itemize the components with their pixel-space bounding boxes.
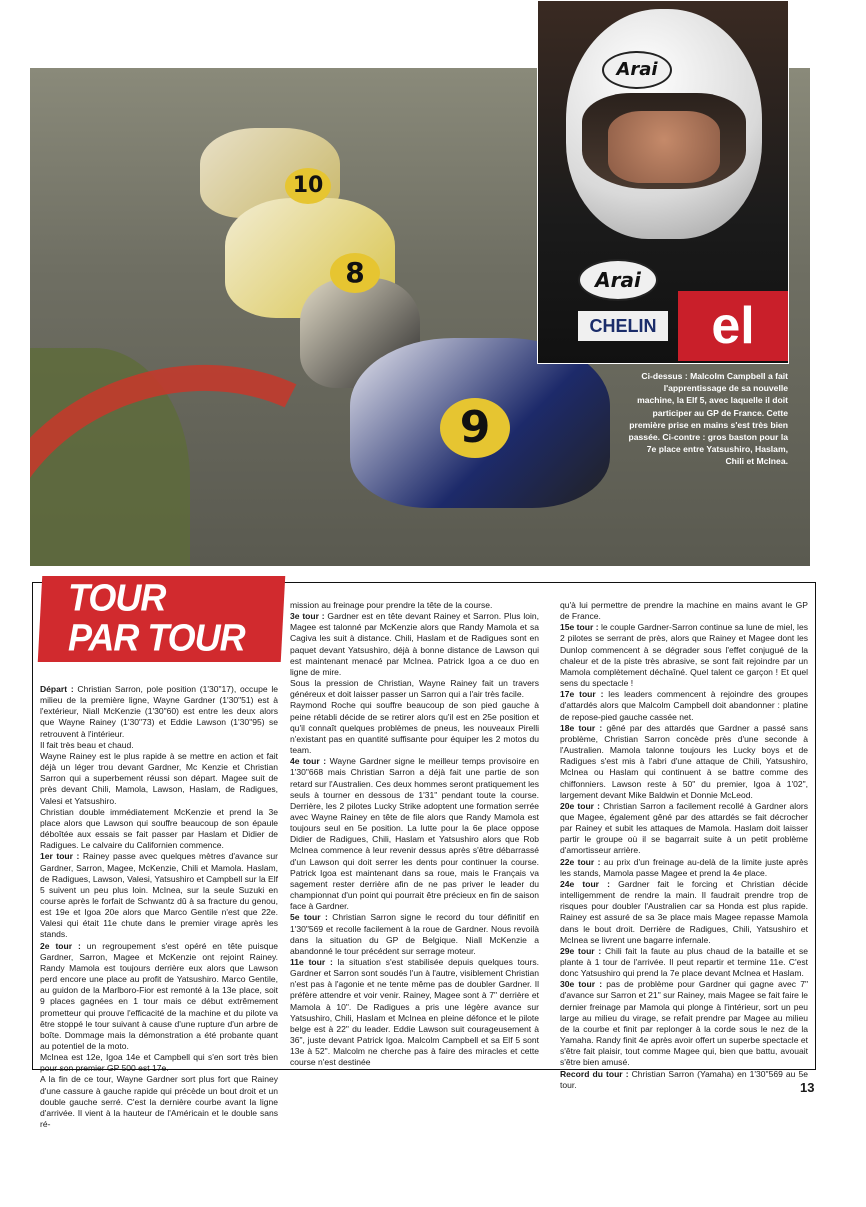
sponsor-red-patch: el xyxy=(678,291,788,361)
paragraph xyxy=(560,879,808,946)
paragraph-text: un regroupement s'est opéré en tête puisque Gardner, Sarron, Magee et McKenzie ont rejoint Rainey. Randy Mamola est toujours derrière eux alors que Lawson perd encore une place au profit de Yatsushiro. Marco Gentile, au guidon de la Marlboro-Fior est remonté à la 13e place, soit 9 places gagnées en 1 tour mais ce début extrêmement prometteur qui prouve l'efficacité de la machine et du pilote va être stoppé le tour suivant à cause d'une rupture d'un arbre de boîte. Dommage mais la démonstration a été probante quant au potentiel de la moto. xyxy=(40,940,278,1051)
paragraph-lead: 5e tour : xyxy=(290,912,328,923)
paragraph xyxy=(290,912,539,957)
bike-number-10: 10 xyxy=(285,168,331,204)
paragraph xyxy=(560,979,808,1068)
paragraph xyxy=(290,700,539,756)
paragraph-lead: 1er tour : xyxy=(40,851,80,862)
paragraph xyxy=(40,807,278,852)
helmet-brand-logo: Arai xyxy=(602,51,672,89)
column-2 xyxy=(290,600,539,1069)
title-line-1: TOUR xyxy=(68,576,166,620)
paragraph xyxy=(560,1069,808,1091)
paragraph-lead: 18e tour : xyxy=(560,722,603,733)
paragraph-lead: 3e tour : xyxy=(290,611,325,622)
page-number: 13 xyxy=(800,1080,815,1095)
paragraph-text: McInea est 12e, Igoa 14e et Campbell qui s'en sort très bien pour son premier GP 500 est 17e. xyxy=(40,1052,278,1074)
paragraph xyxy=(290,678,539,700)
paragraph-lead: 30e tour : xyxy=(560,979,603,990)
paragraph-text: Christian Sarron, pole position (1'30"17), occupe le milieu de la première ligne, Wayne Gardner (1'30"51) est à l'extérieur, Niall McKenzie (1'30"60) est entre les deux alors que Wayne Rainey (1'30"73) et Eddie Lawson (1'30"95) se retrouvent à l'intérieur. xyxy=(40,684,278,739)
paragraph xyxy=(290,600,539,611)
paragraph xyxy=(560,723,808,801)
paragraph-text: pas de problème pour Gardner qui gagne avec 7" d'avance sur Sarron et 21" sur Rainey, mais Magee se fait faire le dernier freinage par Mamola qui plonge à l'intérieur, sort un peu large au milieu du virage, se refait prendre par Magee au milieu de la courbe et finit par replonger à la corde sous le nez de la Yamaha. Randy finit 4e après avoir offert un superbe spectacle et s'être fait plaisir, tout comme Magee qui, bien que battu, avouait s'être bien amusé. xyxy=(560,979,808,1068)
paragraph-text: la situation s'est stabilisée depuis quelques tours. Gardner et Sarron sont soudés l'un à l'autre, visiblement Christian n'est pas à l'agonie et ne tente même pas de doubler Gardner. Il préfère attendre et voir venir. Rainey, Magee sont à 7" derrière et Mamola à 10". De Radigues a pris une légère avance sur Yatsushiro, Chili, Haslam et McInea en pleine défonce et le pilote belge est à 22" du leader. Eddie Lawson suit courageusement à 36", juste devant Patrick Igoa. Malcolm Campbell et sa Elf 5 sont 13e à 52". Malcolm ne cherche pas à faire des miracles et cette course n'est destinée xyxy=(290,957,539,1068)
paragraph-text: le couple Gardner-Sarron continue sa lune de miel, les 2 pilotes se serrant de près, alors que Rainey et Magee dont les Dunlop commencent à se dégrader sous l'effet conjugué de la chaleur et de la piste très abrasive, se sont fait rejoindre par un Mamola complètement déchaîné. Quel talent ce garçon ! Et quel sens du spectacle ! xyxy=(560,622,808,689)
paragraph-text: A la fin de ce tour, Wayne Gardner sort plus fort que Rainey d'une cassure à gauche rapide qui précède un bout droit et un double gauche serré. C'est la dernière courbe avant la ligne d'arrivée. Il vient à la hauteur de l'Américain et le double sans ré- xyxy=(40,1074,278,1130)
bike-number-9: 9 xyxy=(440,398,510,458)
paragraph-text: Christian double immédiatement McKenzie et prend la 3e place alors que Lawson qui souffre beaucoup de son épaule déboîtée aux essais se fait passer par Haslam et Didier de Radigues. Le calvaire du Californien commence. xyxy=(40,806,278,851)
paragraph-text: Raymond Roche qui souffre beaucoup de son pied gauche à peine rétabli décide de se retirer alors qu'il est en 25e position et qu'il connaît quelques problèmes de pneus, les nouveaux Pirelli n'existant pas en quantité suffisante pour équiper les 2 motos du team. xyxy=(290,700,539,756)
paragraph xyxy=(40,941,278,1053)
paragraph-text: Wayne Gardner signe le meilleur temps provisoire en 1'30"668 mais Christian Sarron a déjà fait une partie de son retard sur l'Australien. Ces deux hommes seront pratiquement les seuls à tourner en dessous de 1'31" pendant toute la course. Derrière, les 2 pilotes Lucky Strike adoptent une formation serrée avec Wayne Rainey en tête de file alors que Randy Mamola est toujours seul en 5e position. La lutte pour la 6e place oppose Didier de Radigues, Chili, Haslam et Yatsushiro alors que Rob McInea commence à leur revenir dessus après s'être débarrassé d'un Lawson qui doit serrer les dents pour continuer la course. Patrick Igoa est maintenant dans sa roue, mais le Français va sagement rester derrière afin de ne pas priver le leader du championnat d'un point qui pourrait être précieux en fin de saison face à Gardner. xyxy=(290,756,539,912)
column-3 xyxy=(560,600,808,1091)
paragraph-text: Christian Sarron a facilement recollé à Gardner alors que Magee, également gêné par des attardés se fait décrocher par Rainey et subit les attaques de Mamola. Haslam doit laisser partir le groupe où il se bagarrait suite à un petit problème d'amortisseur arrière. xyxy=(560,800,808,856)
photo-caption: Ci-dessus : Malcolm Campbell a fait l'apprentissage de sa nouvelle machine, la Elf 5, avec laquelle il doit participer au GP de France. Cette première prise en mains s'est très bien passée. Ci-contre : gros baston pour la 7e place entre Yatsushiro, Haslam, Chili et McInea. xyxy=(628,371,788,467)
paragraph-lead: Départ : xyxy=(40,684,74,694)
paragraph xyxy=(290,957,539,1069)
article-title xyxy=(68,578,278,658)
paragraph-text: les leaders commencent à rejoindre des groupes d'attardés alors que Malcolm Campbell doit abandonner : platine de repose-pied gauche cassée net. xyxy=(560,689,808,722)
paragraph-text: gêné par des attardés que Gardner a passé sans problème, Christian Sarron concède près d'une seconde à l'Australien. Mamola talonne toujours les Lucky boys et de Radigues s'est mis à l'abri d'une attaque de Chili, Yatsushiro, McInea ou Haslam qui continuent à se battre comme des chiffonniers. Lawson reste à 50" du premier, Igoa à 1'02", largement devant Mike Baldwin et Donnie McLeod. xyxy=(560,722,808,800)
paragraph xyxy=(560,801,808,857)
paragraph-lead: 29e tour : xyxy=(560,945,602,956)
paragraph xyxy=(40,1074,278,1130)
sponsor-patch: CHELIN xyxy=(578,311,668,341)
paragraph-lead: Record du tour : xyxy=(560,1068,629,1079)
paragraph-text: Rainey passe avec quelques mètres d'avance sur Gardner, Sarron, Magee, McKenzie, Chili et Mamola. Haslam, de Radigues, Lawson, Valesi, Yatsushiro et Campbell sur la Elf 5 suivent un peu plus loin. McInea, sur la seule Suzuki en course après le forfait de Schwantz dû à sa fracture du genou, est 19e et Igoa 20e alors que Marco Gentile n'est que 22e. Valesi qui était 11e chute dans le premier virage après les stands. xyxy=(40,851,278,940)
paragraph-text: Sous la pression de Christian, Wayne Rainey fait un travers généreux et doit laisser passer un Sarron qui a l'air très facile. xyxy=(290,678,539,700)
paragraph-text: Christian Sarron signe le record du tour définitif en 1'30"569 et recolle facilement à la roue de Gardner. Nous revoilà dans la situation du GP de Belgique. Niall McKenzie a abandonné le tour précédent sur serrage moteur. xyxy=(290,912,539,956)
paragraph xyxy=(560,857,808,879)
paragraph-lead: 20e tour : xyxy=(560,800,600,811)
paragraph-text: Chili fait la faute au plus chaud de la bataille et se plante à 1 tour de l'arrivée. Il peut repartir et termine 11e. C'est donc Yatsushiro qui prend la 7e place devant McInea et Haslam. xyxy=(560,945,808,979)
paragraph xyxy=(560,689,808,722)
paragraph xyxy=(560,622,808,689)
paragraph xyxy=(40,740,278,751)
paragraph-text: Gardner est en tête devant Rainey et Sarron. Plus loin, Magee est talonné par McKenzie alors que Randy Mamola et sa Cagiva les suit à distance. Chili, Haslam et de Radigues sont en paquet devant Yatsushiro, déjà à bonne distance de Lawson qui est maintenant menacé par McInea. Patrick Igoa a ce duo en ligne de mire. xyxy=(290,611,540,677)
inset-portrait-photo xyxy=(537,0,789,364)
paragraph-text: Christian Sarron (Yamaha) en 1'30"569 au 5e tour. xyxy=(560,1068,808,1090)
paragraph-lead: 4e tour : xyxy=(290,756,327,767)
paragraph-lead: 15e tour : xyxy=(560,622,599,633)
paragraph xyxy=(290,756,539,912)
paragraph-lead: 2e tour : xyxy=(40,940,81,951)
paragraph-text: qu'à lui permettre de prendre la machine en mains avant le GP de France. xyxy=(560,600,808,622)
paragraph xyxy=(290,611,539,678)
paragraph xyxy=(40,851,278,940)
paragraph-lead: 24e tour : xyxy=(560,878,610,889)
title-line-2: PAR TOUR xyxy=(68,615,245,659)
paragraph xyxy=(560,946,808,979)
paragraph xyxy=(40,1052,278,1074)
paragraph-lead: 17e tour : xyxy=(560,689,604,700)
paragraph-lead: 22e tour : xyxy=(560,856,601,867)
rider-face xyxy=(608,111,720,183)
paragraph-lead: 11e tour : xyxy=(290,957,333,967)
bike-number-8: 8 xyxy=(330,253,380,293)
paragraph-text: Il fait très beau et chaud. xyxy=(40,739,134,750)
paragraph-text: mission au freinage pour prendre la tête de la course. xyxy=(290,600,493,610)
column-1 xyxy=(40,684,278,1130)
paragraph-text: Gardner fait le forcing et Christian décide intelligemment de rendre la main. Il faudrait prendre trop de risques pour doubler l'Australien car sa Honda est plus rapide. Rainey est assuré de sa 3e place mais Magee repasse Mamola dans le bout droit. Derrière de Radigues, Chili, Yatsushiro et McInea se livrent une bagarre infernale. xyxy=(560,878,808,945)
paragraph xyxy=(40,751,278,807)
paragraph-text: au prix d'un freinage au-delà de la limite juste après les stands, Mamola passe Magee et prend la 4e place. xyxy=(560,856,808,878)
chest-brand-logo: Arai xyxy=(578,259,658,301)
paragraph xyxy=(40,684,278,740)
paragraph-text: Wayne Rainey est le plus rapide à se mettre en action et fait déjà un léger trou devant Gardner, Mc Kenzie et Christian Sarron qui a superbement réussi son départ. Magee suit de près devant Chili, Mamola, Lawson, Haslam, de Radigues, Valesi et Yatsushiro. xyxy=(40,750,278,806)
paragraph xyxy=(560,600,808,622)
